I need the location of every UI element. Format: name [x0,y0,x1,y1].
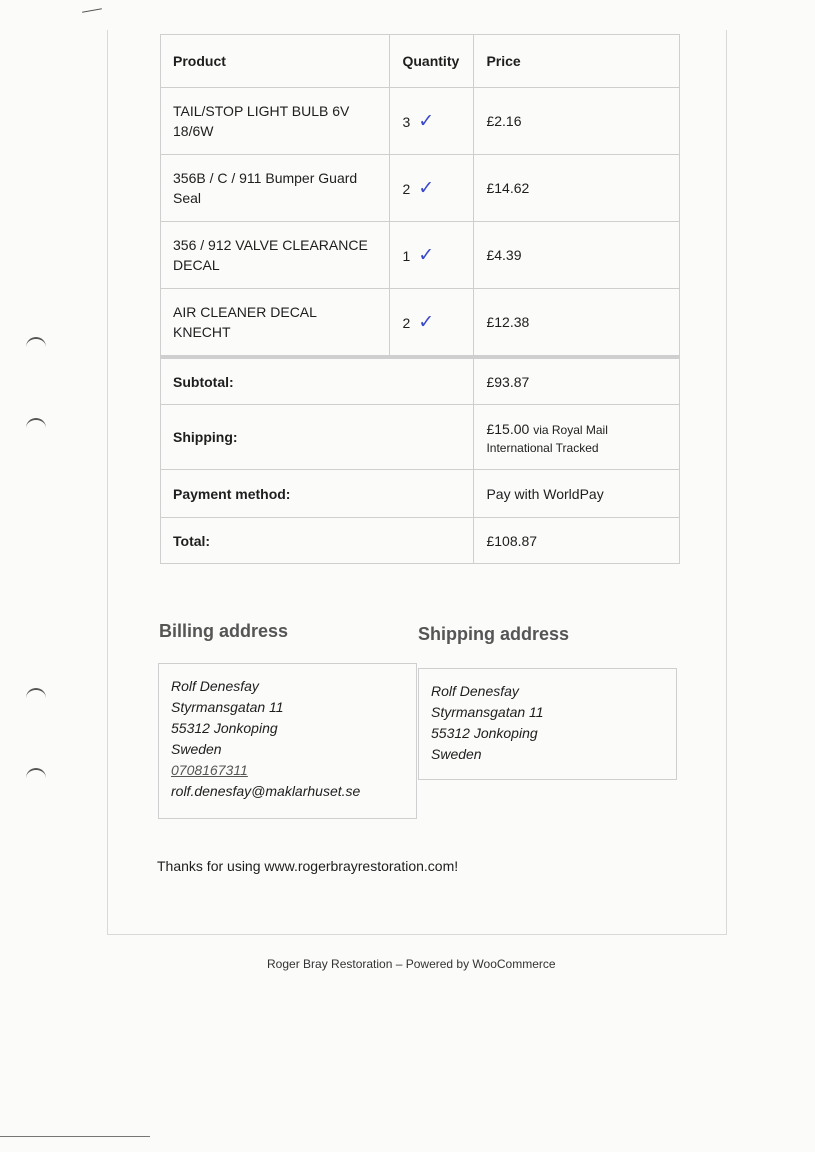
shipping-address-box [418,668,677,780]
punch-hole-icon [26,418,46,432]
scan-mark [82,8,102,12]
shipping-value-cell [474,405,680,470]
table-row [161,88,680,155]
quantity-value: 2 [402,315,411,331]
payment-row [161,470,680,518]
subtotal-row [161,357,680,405]
billing-country: Sweden [171,741,222,757]
punch-hole-icon [26,337,46,351]
shipping-method: via Royal Mail [533,423,608,437]
quantity-cell [390,88,474,155]
billing-address-heading: Billing address [159,621,289,641]
billing-street: Styrmansgatan 11 [171,699,284,715]
product-name: 356 / 912 VALVE CLEARANCE DECAL [161,222,390,289]
table-header-row [161,35,680,88]
shipping-address-heading: Shipping address [418,624,570,644]
check-mark-icon: ✓ [418,244,435,266]
payment-label: Payment method: [161,470,474,518]
punch-hole-icon [26,768,46,782]
shipping-city: 55312 Jonkoping [431,725,538,741]
quantity-value: 2 [402,181,411,197]
total-label: Total: [161,518,474,564]
price-value: £4.39 [474,222,680,289]
price-value: £14.62 [474,155,680,222]
punch-hole-icon [26,688,46,702]
subtotal-value: £93.87 [474,357,680,405]
thank-you-message: Thanks for using www.rogerbrayrestoration.com! [157,858,459,874]
price-column-header: Price [474,35,680,88]
shipping-name: Rolf Denesfay [431,683,519,699]
check-mark-icon: ✓ [418,177,435,199]
product-name: AIR CLEANER DECAL KNECHT [161,289,390,358]
product-column-header: Product [161,35,390,88]
billing-address-box [158,663,417,819]
footer-text: Roger Bray Restoration – Powered by WooCommerce [267,957,556,971]
table-row [161,289,680,358]
billing-name: Rolf Denesfay [171,678,259,694]
price-value: £12.38 [474,289,680,358]
table-row [161,222,680,289]
quantity-value: 3 [402,114,411,130]
order-details-table [160,34,680,564]
check-mark-icon: ✓ [418,311,435,333]
shipping-label: Shipping: [161,405,474,470]
quantity-column-header: Quantity [390,35,474,88]
quantity-cell [390,222,474,289]
scan-edge-line [0,1136,150,1137]
shipping-method-detail: International Tracked [486,441,599,455]
table-row [161,155,680,222]
quantity-cell [390,289,474,358]
billing-phone-link[interactable]: 0708167311 [171,762,248,778]
total-value: £108.87 [474,518,680,564]
billing-email: rolf.denesfay@maklarhuset.se [171,783,361,799]
subtotal-label: Subtotal: [161,357,474,405]
price-value: £2.16 [474,88,680,155]
product-name: TAIL/STOP LIGHT BULB 6V 18/6W [161,88,390,155]
billing-city: 55312 Jonkoping [171,720,278,736]
shipping-country: Sweden [431,746,482,762]
quantity-value: 1 [402,248,411,264]
shipping-street: Styrmansgatan 11 [431,704,544,720]
shipping-row [161,405,680,470]
quantity-cell [390,155,474,222]
check-mark-icon: ✓ [418,110,435,132]
product-name: 356B / C / 911 Bumper Guard Seal [161,155,390,222]
shipping-cost: £15.00 [486,421,530,437]
total-row [161,518,680,564]
payment-value: Pay with WorldPay [474,470,680,518]
